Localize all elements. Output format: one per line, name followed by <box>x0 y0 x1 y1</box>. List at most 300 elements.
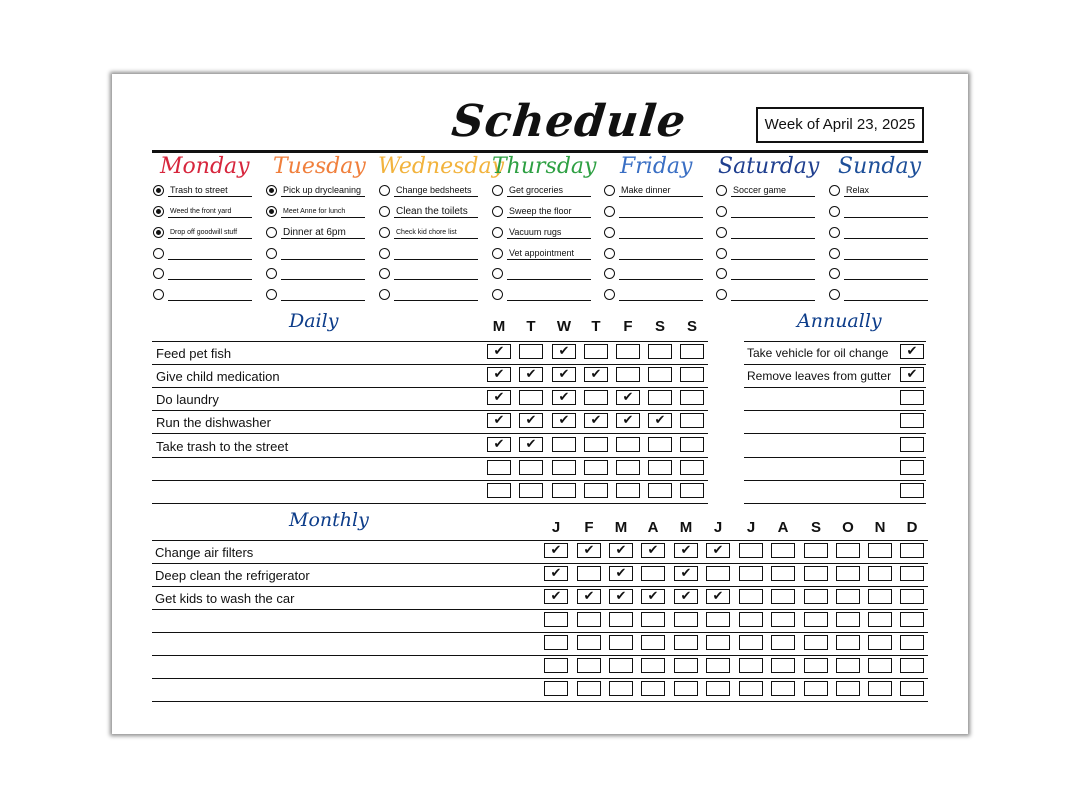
monthly-checkbox[interactable] <box>868 635 892 650</box>
monthly-checkbox[interactable] <box>900 612 924 627</box>
annual-row-rule <box>744 433 926 434</box>
task-text: Weed the front yard <box>170 208 232 215</box>
task-line <box>619 217 703 218</box>
daily-checkbox[interactable] <box>648 390 672 405</box>
annual-row-rule <box>744 457 926 458</box>
monthly-checkbox[interactable] <box>577 658 601 673</box>
task-line <box>507 196 591 197</box>
monthly-checkbox[interactable] <box>641 681 665 696</box>
annual-row-rule <box>744 410 926 411</box>
task-line <box>394 279 478 280</box>
task-line <box>394 300 478 301</box>
daily-col-header: T <box>591 318 601 335</box>
task-line <box>168 238 252 239</box>
page-title: Schedule <box>449 96 689 147</box>
daily-checkbox[interactable] <box>680 437 704 452</box>
monthly-checkbox[interactable]: ✔ <box>544 566 568 581</box>
task-line <box>281 259 365 260</box>
task-radio[interactable] <box>379 227 390 238</box>
daily-row-label: Give child medication <box>156 369 280 384</box>
day-heading-monday: Monday <box>160 154 250 179</box>
monthly-checkbox[interactable] <box>868 589 892 604</box>
daily-row-rule <box>152 480 708 481</box>
task-radio[interactable] <box>604 227 615 238</box>
task-radio[interactable] <box>379 185 390 196</box>
daily-col-header: W <box>556 318 572 335</box>
day-heading-saturday: Saturday <box>718 154 820 179</box>
monthly-col-header: J <box>551 519 561 536</box>
monthly-checkbox[interactable] <box>900 566 924 581</box>
task-line <box>394 217 478 218</box>
task-radio[interactable] <box>153 227 164 238</box>
monthly-row-rule <box>152 678 928 679</box>
monthly-checkbox[interactable] <box>771 589 795 604</box>
task-text: Vacuum rugs <box>509 227 562 237</box>
monthly-checkbox[interactable] <box>900 681 924 696</box>
annual-row-rule <box>744 364 926 365</box>
daily-checkbox[interactable] <box>680 413 704 428</box>
monthly-checkbox[interactable]: ✔ <box>609 543 633 558</box>
monthly-col-header: A <box>647 519 659 536</box>
monthly-checkbox[interactable] <box>739 566 763 581</box>
task-line <box>731 279 815 280</box>
task-radio[interactable] <box>379 268 390 279</box>
task-text: Clean the toilets <box>396 206 468 217</box>
monthly-checkbox[interactable] <box>771 612 795 627</box>
daily-checkbox[interactable] <box>648 460 672 475</box>
monthly-checkbox[interactable]: ✔ <box>544 543 568 558</box>
monthly-checkbox[interactable] <box>868 566 892 581</box>
monthly-row-label: Get kids to wash the car <box>155 591 295 606</box>
task-radio[interactable] <box>716 227 727 238</box>
monthly-checkbox[interactable] <box>771 635 795 650</box>
daily-checkbox[interactable] <box>680 367 704 382</box>
monthly-checkbox[interactable] <box>609 681 633 696</box>
monthly-checkbox[interactable]: ✔ <box>674 543 698 558</box>
monthly-row-rule <box>152 609 928 610</box>
daily-checkbox[interactable] <box>648 483 672 498</box>
task-line <box>281 238 365 239</box>
task-text: Meet Anne for lunch <box>283 208 346 215</box>
monthly-checkbox[interactable] <box>641 635 665 650</box>
task-line <box>281 300 365 301</box>
task-text: Change bedsheets <box>396 185 472 195</box>
monthly-checkbox[interactable] <box>771 681 795 696</box>
monthly-checkbox[interactable] <box>609 612 633 627</box>
task-radio[interactable] <box>716 289 727 300</box>
task-text: Relax <box>846 185 870 195</box>
monthly-checkbox[interactable]: ✔ <box>577 543 601 558</box>
monthly-checkbox[interactable] <box>739 612 763 627</box>
daily-checkbox[interactable] <box>552 437 576 452</box>
task-text: Drop off goodwill stuff <box>170 229 238 236</box>
daily-checkbox[interactable]: ✔ <box>552 413 576 428</box>
daily-section-title: Daily <box>289 310 339 332</box>
task-radio[interactable] <box>153 185 164 196</box>
monthly-checkbox[interactable] <box>739 635 763 650</box>
daily-checkbox[interactable] <box>616 460 640 475</box>
monthly-col-header: J <box>746 519 756 536</box>
task-line <box>619 300 703 301</box>
monthly-checkbox[interactable] <box>706 635 730 650</box>
task-radio[interactable] <box>604 289 615 300</box>
monthly-checkbox[interactable]: ✔ <box>609 589 633 604</box>
task-radio[interactable] <box>153 289 164 300</box>
monthly-checkbox[interactable] <box>706 681 730 696</box>
monthly-checkbox[interactable] <box>771 566 795 581</box>
task-line <box>281 217 365 218</box>
monthly-checkbox[interactable] <box>836 658 860 673</box>
task-radio[interactable] <box>266 206 277 217</box>
task-radio[interactable] <box>492 268 503 279</box>
day-heading-tuesday: Tuesday <box>273 154 366 179</box>
task-line <box>844 259 928 260</box>
monthly-checkbox[interactable] <box>836 681 860 696</box>
daily-row-rule <box>152 410 708 411</box>
task-radio[interactable] <box>153 248 164 259</box>
task-line <box>731 238 815 239</box>
monthly-section-title: Monthly <box>289 509 369 531</box>
monthly-checkbox[interactable]: ✔ <box>641 589 665 604</box>
monthly-checkbox[interactable] <box>868 543 892 558</box>
task-line <box>507 238 591 239</box>
task-radio[interactable] <box>153 268 164 279</box>
monthly-checkbox[interactable] <box>804 658 828 673</box>
daily-checkbox[interactable] <box>680 344 704 359</box>
annually-section-title: Annually <box>797 310 882 332</box>
task-line <box>281 196 365 197</box>
monthly-checkbox[interactable] <box>804 589 828 604</box>
monthly-checkbox[interactable]: ✔ <box>706 543 730 558</box>
monthly-row-rule <box>152 540 928 541</box>
daily-checkbox[interactable] <box>487 460 511 475</box>
daily-checkbox[interactable]: ✔ <box>552 344 576 359</box>
daily-checkbox[interactable] <box>487 483 511 498</box>
task-line <box>281 279 365 280</box>
monthly-col-header: M <box>679 519 693 536</box>
task-radio[interactable] <box>829 185 840 196</box>
monthly-checkbox[interactable] <box>868 658 892 673</box>
monthly-checkbox[interactable] <box>706 612 730 627</box>
task-radio[interactable] <box>492 248 503 259</box>
task-line <box>619 259 703 260</box>
daily-checkbox[interactable] <box>616 344 640 359</box>
monthly-checkbox[interactable] <box>804 543 828 558</box>
monthly-checkbox[interactable] <box>804 612 828 627</box>
monthly-checkbox[interactable] <box>900 658 924 673</box>
daily-checkbox[interactable]: ✔ <box>487 390 511 405</box>
monthly-col-header: D <box>906 519 918 536</box>
monthly-checkbox[interactable]: ✔ <box>577 589 601 604</box>
annual-checkbox[interactable] <box>900 390 924 405</box>
week-label: Week of April 23, 2025 <box>756 107 924 143</box>
task-line <box>168 300 252 301</box>
monthly-checkbox[interactable] <box>771 543 795 558</box>
task-radio[interactable] <box>266 289 277 300</box>
monthly-checkbox[interactable] <box>674 681 698 696</box>
daily-checkbox[interactable]: ✔ <box>616 390 640 405</box>
monthly-col-header: O <box>842 519 854 536</box>
monthly-checkbox[interactable] <box>739 543 763 558</box>
daily-checkbox[interactable]: ✔ <box>584 367 608 382</box>
daily-col-header: M <box>492 318 506 335</box>
header-divider <box>152 150 928 153</box>
monthly-checkbox[interactable] <box>868 681 892 696</box>
task-radio[interactable] <box>492 289 503 300</box>
daily-checkbox[interactable] <box>680 390 704 405</box>
task-text: Trash to street <box>170 185 228 195</box>
daily-checkbox[interactable]: ✔ <box>648 413 672 428</box>
monthly-checkbox[interactable] <box>577 681 601 696</box>
daily-checkbox[interactable] <box>519 390 543 405</box>
task-line <box>394 238 478 239</box>
daily-checkbox[interactable] <box>680 460 704 475</box>
daily-col-header: S <box>686 318 697 335</box>
monthly-checkbox[interactable] <box>804 681 828 696</box>
annual-row-rule <box>744 387 926 388</box>
task-line <box>507 279 591 280</box>
monthly-checkbox[interactable]: ✔ <box>674 589 698 604</box>
daily-row-rule <box>152 364 708 365</box>
monthly-checkbox[interactable] <box>739 681 763 696</box>
monthly-checkbox[interactable] <box>706 566 730 581</box>
monthly-row-rule <box>152 701 928 702</box>
monthly-checkbox[interactable] <box>836 566 860 581</box>
annual-row-label: Take vehicle for oil change <box>747 346 889 360</box>
task-radio[interactable] <box>604 248 615 259</box>
monthly-checkbox[interactable] <box>674 635 698 650</box>
monthly-checkbox[interactable] <box>577 612 601 627</box>
monthly-checkbox[interactable] <box>577 635 601 650</box>
task-line <box>731 217 815 218</box>
annual-checkbox[interactable] <box>900 483 924 498</box>
daily-row-rule <box>152 457 708 458</box>
task-radio[interactable] <box>716 248 727 259</box>
annual-checkbox[interactable]: ✔ <box>900 344 924 359</box>
task-line <box>168 196 252 197</box>
monthly-col-header: F <box>584 519 594 536</box>
day-heading-sunday: Sunday <box>838 154 922 179</box>
monthly-checkbox[interactable] <box>836 612 860 627</box>
daily-checkbox[interactable]: ✔ <box>616 413 640 428</box>
monthly-row-label: Change air filters <box>155 545 254 560</box>
task-line <box>507 217 591 218</box>
task-radio[interactable] <box>829 206 840 217</box>
monthly-checkbox[interactable] <box>804 635 828 650</box>
monthly-checkbox[interactable] <box>771 658 795 673</box>
monthly-row-rule <box>152 563 928 564</box>
daily-checkbox[interactable] <box>552 483 576 498</box>
daily-checkbox[interactable] <box>648 437 672 452</box>
monthly-checkbox[interactable] <box>544 635 568 650</box>
task-radio[interactable] <box>716 185 727 196</box>
annual-row-rule <box>744 480 926 481</box>
task-radio[interactable] <box>379 206 390 217</box>
task-radio[interactable] <box>379 248 390 259</box>
day-heading-thursday: Thursday <box>492 154 597 179</box>
task-line <box>731 196 815 197</box>
daily-row-label: Feed pet fish <box>156 346 232 361</box>
task-line <box>619 196 703 197</box>
monthly-checkbox[interactable] <box>577 566 601 581</box>
daily-col-header: T <box>526 318 536 335</box>
monthly-checkbox[interactable] <box>739 658 763 673</box>
daily-checkbox[interactable] <box>519 460 543 475</box>
annual-checkbox[interactable] <box>900 413 924 428</box>
task-radio[interactable] <box>153 206 164 217</box>
daily-checkbox[interactable] <box>519 344 543 359</box>
task-radio[interactable] <box>266 268 277 279</box>
monthly-col-header: M <box>614 519 628 536</box>
task-text: Pick up drycleaning <box>283 185 362 195</box>
task-radio[interactable] <box>604 206 615 217</box>
daily-checkbox[interactable] <box>584 460 608 475</box>
task-radio[interactable] <box>266 185 277 196</box>
daily-checkbox[interactable]: ✔ <box>552 367 576 382</box>
monthly-checkbox[interactable] <box>641 612 665 627</box>
daily-checkbox[interactable] <box>584 390 608 405</box>
task-line <box>168 217 252 218</box>
task-line <box>844 300 928 301</box>
daily-checkbox[interactable]: ✔ <box>519 367 543 382</box>
monthly-checkbox[interactable] <box>544 612 568 627</box>
daily-checkbox[interactable] <box>584 483 608 498</box>
annual-checkbox[interactable]: ✔ <box>900 367 924 382</box>
daily-row-rule <box>152 433 708 434</box>
task-line <box>507 259 591 260</box>
monthly-col-header: J <box>713 519 723 536</box>
daily-checkbox[interactable] <box>648 367 672 382</box>
daily-row-label: Do laundry <box>156 392 219 407</box>
daily-checkbox[interactable] <box>616 437 640 452</box>
monthly-checkbox[interactable]: ✔ <box>609 566 633 581</box>
daily-col-header: S <box>654 318 665 335</box>
monthly-row-rule <box>152 586 928 587</box>
task-radio[interactable] <box>829 289 840 300</box>
daily-checkbox[interactable] <box>519 483 543 498</box>
daily-checkbox[interactable]: ✔ <box>519 413 543 428</box>
monthly-checkbox[interactable] <box>706 658 730 673</box>
task-line <box>844 279 928 280</box>
task-line <box>731 259 815 260</box>
monthly-col-header: N <box>874 519 886 536</box>
task-radio[interactable] <box>716 206 727 217</box>
task-text: Get groceries <box>509 185 564 195</box>
monthly-checkbox[interactable] <box>641 566 665 581</box>
monthly-checkbox[interactable] <box>609 635 633 650</box>
daily-checkbox[interactable]: ✔ <box>519 437 543 452</box>
task-radio[interactable] <box>266 227 277 238</box>
task-text: Vet appointment <box>509 248 575 258</box>
daily-row-rule <box>152 341 708 342</box>
task-line <box>394 196 478 197</box>
task-radio[interactable] <box>379 289 390 300</box>
monthly-checkbox[interactable] <box>609 658 633 673</box>
daily-checkbox[interactable] <box>584 344 608 359</box>
task-radio[interactable] <box>716 268 727 279</box>
task-radio[interactable] <box>492 227 503 238</box>
monthly-checkbox[interactable] <box>900 543 924 558</box>
task-radio[interactable] <box>604 185 615 196</box>
monthly-row-label: Deep clean the refrigerator <box>155 568 310 583</box>
task-text: Dinner at 6pm <box>283 227 346 238</box>
monthly-checkbox[interactable] <box>836 543 860 558</box>
daily-checkbox[interactable]: ✔ <box>584 413 608 428</box>
task-radio[interactable] <box>829 227 840 238</box>
task-radio[interactable] <box>266 248 277 259</box>
annual-row-label: Remove leaves from gutter <box>747 369 892 383</box>
monthly-checkbox[interactable] <box>868 612 892 627</box>
daily-col-header: F <box>623 318 633 335</box>
task-radio[interactable] <box>492 206 503 217</box>
daily-checkbox[interactable] <box>616 367 640 382</box>
monthly-row-rule <box>152 632 928 633</box>
monthly-checkbox[interactable] <box>544 658 568 673</box>
task-line <box>394 259 478 260</box>
task-line <box>619 279 703 280</box>
daily-checkbox[interactable]: ✔ <box>487 437 511 452</box>
monthly-checkbox[interactable] <box>836 589 860 604</box>
daily-checkbox[interactable]: ✔ <box>487 344 511 359</box>
daily-checkbox[interactable] <box>616 483 640 498</box>
monthly-checkbox[interactable] <box>641 658 665 673</box>
monthly-checkbox[interactable] <box>674 658 698 673</box>
annual-checkbox[interactable] <box>900 437 924 452</box>
task-radio[interactable] <box>492 185 503 196</box>
daily-checkbox[interactable]: ✔ <box>487 367 511 382</box>
task-text: Sweep the floor <box>509 206 572 216</box>
task-line <box>731 300 815 301</box>
daily-checkbox[interactable]: ✔ <box>487 413 511 428</box>
annual-row-rule <box>744 503 926 504</box>
monthly-checkbox[interactable] <box>900 589 924 604</box>
task-line <box>844 196 928 197</box>
monthly-checkbox[interactable]: ✔ <box>544 589 568 604</box>
day-heading-wednesday: Wednesday <box>378 154 505 179</box>
task-radio[interactable] <box>829 268 840 279</box>
task-text: Check kid chore list <box>396 229 457 236</box>
monthly-checkbox[interactable] <box>674 612 698 627</box>
monthly-checkbox[interactable] <box>900 635 924 650</box>
annual-checkbox[interactable] <box>900 460 924 475</box>
monthly-col-header: S <box>810 519 821 536</box>
monthly-checkbox[interactable]: ✔ <box>641 543 665 558</box>
daily-checkbox[interactable]: ✔ <box>552 390 576 405</box>
daily-row-rule <box>152 503 708 504</box>
task-radio[interactable] <box>829 248 840 259</box>
daily-row-label: Run the dishwasher <box>156 415 271 430</box>
daily-row-label: Take trash to the street <box>156 439 289 454</box>
monthly-checkbox[interactable] <box>544 681 568 696</box>
daily-checkbox[interactable] <box>584 437 608 452</box>
monthly-checkbox[interactable] <box>804 566 828 581</box>
monthly-row-rule <box>152 655 928 656</box>
daily-checkbox[interactable] <box>680 483 704 498</box>
daily-checkbox[interactable] <box>648 344 672 359</box>
task-line <box>844 217 928 218</box>
task-radio[interactable] <box>604 268 615 279</box>
monthly-checkbox[interactable]: ✔ <box>706 589 730 604</box>
task-line <box>168 279 252 280</box>
daily-checkbox[interactable] <box>552 460 576 475</box>
task-text: Make dinner <box>621 185 671 195</box>
task-line <box>168 259 252 260</box>
monthly-checkbox[interactable]: ✔ <box>674 566 698 581</box>
task-line <box>619 238 703 239</box>
monthly-checkbox[interactable] <box>836 635 860 650</box>
task-line <box>844 238 928 239</box>
monthly-checkbox[interactable] <box>739 589 763 604</box>
